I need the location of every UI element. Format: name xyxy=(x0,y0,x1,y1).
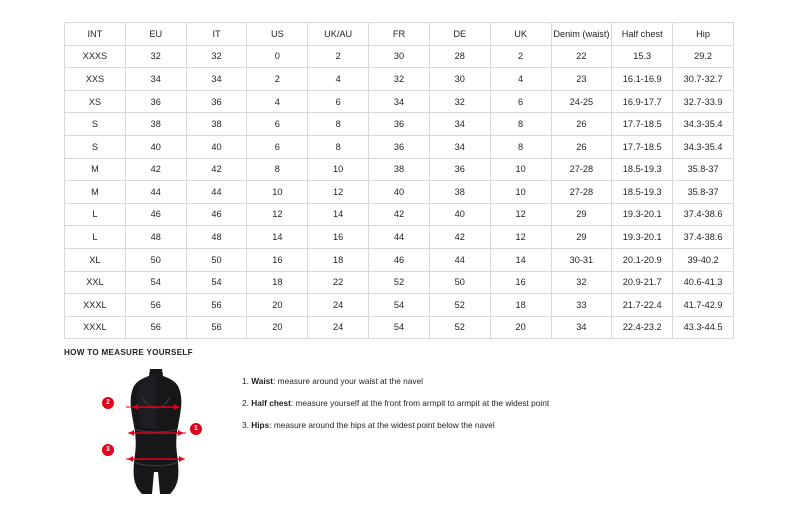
cell-uk: 10 xyxy=(490,158,551,181)
table-row xyxy=(65,158,734,181)
cell-uk-au: 24 xyxy=(308,294,369,317)
cell-int: XXXL xyxy=(65,316,126,339)
cell-half-chest: 16.1-16.9 xyxy=(612,68,673,91)
cell-uk: 12 xyxy=(490,203,551,226)
column-header-denim-waist: Denim (waist) xyxy=(551,23,612,46)
cell-uk: 18 xyxy=(490,294,551,317)
cell-us: 0 xyxy=(247,45,308,68)
cell-denim-waist: 27-28 xyxy=(551,181,612,204)
cell-uk: 8 xyxy=(490,135,551,158)
cell-uk-au: 18 xyxy=(308,248,369,271)
cell-denim-waist: 34 xyxy=(551,316,612,339)
cell-denim-waist: 32 xyxy=(551,271,612,294)
table-header xyxy=(65,23,734,46)
cell-int: XS xyxy=(65,90,126,113)
cell-us: 4 xyxy=(247,90,308,113)
cell-eu: 38 xyxy=(125,113,186,136)
cell-de: 34 xyxy=(429,135,490,158)
cell-uk-au: 12 xyxy=(308,181,369,204)
cell-fr: 34 xyxy=(369,90,430,113)
cell-de: 52 xyxy=(429,294,490,317)
cell-half-chest: 21.7-22.4 xyxy=(612,294,673,317)
cell-int: XXL xyxy=(65,271,126,294)
cell-de: 44 xyxy=(429,248,490,271)
note-hips-term: Hips xyxy=(251,419,270,430)
mannequin-torso-icon xyxy=(126,367,186,507)
note-hips-text: : measure around the hips at the widest point below the navel xyxy=(269,419,495,430)
note-half-chest-term: Half chest xyxy=(251,397,291,408)
column-header-eu: EU xyxy=(125,23,186,46)
cell-uk: 6 xyxy=(490,90,551,113)
cell-eu: 34 xyxy=(125,68,186,91)
cell-uk: 20 xyxy=(490,316,551,339)
cell-fr: 42 xyxy=(369,203,430,226)
cell-denim-waist: 29 xyxy=(551,226,612,249)
note-hips-number: 3. xyxy=(242,419,249,430)
cell-us: 20 xyxy=(247,294,308,317)
cell-fr: 54 xyxy=(369,294,430,317)
cell-us: 10 xyxy=(247,181,308,204)
cell-hip: 43.3-44.5 xyxy=(673,316,734,339)
cell-int: L xyxy=(65,203,126,226)
table-row xyxy=(65,113,734,136)
cell-uk: 12 xyxy=(490,226,551,249)
note-waist-term: Waist xyxy=(251,376,274,386)
column-header-fr: FR xyxy=(369,23,430,46)
cell-de: 34 xyxy=(429,113,490,136)
cell-denim-waist: 33 xyxy=(551,294,612,317)
cell-hip: 30.7-32.7 xyxy=(673,68,734,91)
cell-it: 44 xyxy=(186,181,247,204)
cell-it: 56 xyxy=(186,316,247,339)
how-to-measure-title: HOW TO MEASURE YOURSELF xyxy=(64,348,193,357)
cell-hip: 32.7-33.9 xyxy=(673,90,734,113)
cell-uk: 4 xyxy=(490,68,551,91)
cell-us: 6 xyxy=(247,113,308,136)
cell-half-chest: 18.5-19.3 xyxy=(612,158,673,181)
column-header-us: US xyxy=(247,23,308,46)
note-half-chest xyxy=(242,399,764,409)
cell-denim-waist: 24-25 xyxy=(551,90,612,113)
column-header-de: DE xyxy=(429,23,490,46)
cell-hip: 35.8-37 xyxy=(673,158,734,181)
cell-us: 12 xyxy=(247,203,308,226)
cell-hip: 39-40.2 xyxy=(673,248,734,271)
cell-int: XXXL xyxy=(65,294,126,317)
column-header-it: IT xyxy=(186,23,247,46)
table-row xyxy=(65,181,734,204)
cell-eu: 40 xyxy=(125,135,186,158)
cell-half-chest: 20.1-20.9 xyxy=(612,248,673,271)
note-half-chest-text: : measure yourself at the front from armpit to armpit at the widest point xyxy=(290,397,550,408)
badge-3-hips: 3 xyxy=(102,444,114,456)
cell-uk-au: 8 xyxy=(308,135,369,158)
cell-denim-waist: 26 xyxy=(551,113,612,136)
cell-hip: 37.4-38.6 xyxy=(673,203,734,226)
badge-2-half-chest: 2 xyxy=(102,397,114,409)
table-row xyxy=(65,316,734,339)
cell-uk: 16 xyxy=(490,271,551,294)
cell-uk-au: 6 xyxy=(308,90,369,113)
cell-eu: 56 xyxy=(125,294,186,317)
table-row xyxy=(65,248,734,271)
cell-denim-waist: 26 xyxy=(551,135,612,158)
cell-de: 36 xyxy=(429,158,490,181)
cell-fr: 54 xyxy=(369,316,430,339)
cell-fr: 44 xyxy=(369,226,430,249)
cell-fr: 38 xyxy=(369,158,430,181)
column-header-uk-au: UK/AU xyxy=(308,23,369,46)
cell-eu: 42 xyxy=(125,158,186,181)
cell-it: 38 xyxy=(186,113,247,136)
cell-de: 52 xyxy=(429,316,490,339)
cell-us: 16 xyxy=(247,248,308,271)
table-row xyxy=(65,45,734,68)
cell-hip: 34.3-35.4 xyxy=(673,113,734,136)
table-row xyxy=(65,203,734,226)
cell-us: 2 xyxy=(247,68,308,91)
how-to-measure-section xyxy=(64,348,764,508)
table-header-row xyxy=(65,23,734,46)
note-waist-number: 1. xyxy=(242,376,249,386)
cell-us: 8 xyxy=(247,158,308,181)
cell-uk: 14 xyxy=(490,248,551,271)
cell-int: XXXS xyxy=(65,45,126,68)
cell-int: S xyxy=(65,113,126,136)
measurement-notes xyxy=(242,377,764,443)
cell-it: 54 xyxy=(186,271,247,294)
cell-us: 6 xyxy=(247,135,308,158)
badge-1-waist: 1 xyxy=(190,423,202,435)
table-row xyxy=(65,226,734,249)
cell-eu: 36 xyxy=(125,90,186,113)
cell-it: 32 xyxy=(186,45,247,68)
cell-half-chest: 19.3-20.1 xyxy=(612,226,673,249)
cell-half-chest: 17.7-18.5 xyxy=(612,135,673,158)
cell-hip: 40.6-41.3 xyxy=(673,271,734,294)
cell-int: XXS xyxy=(65,68,126,91)
cell-fr: 36 xyxy=(369,113,430,136)
cell-eu: 48 xyxy=(125,226,186,249)
cell-de: 28 xyxy=(429,45,490,68)
cell-de: 50 xyxy=(429,271,490,294)
cell-int: M xyxy=(65,181,126,204)
cell-half-chest: 22.4-23.2 xyxy=(612,316,673,339)
cell-half-chest: 20.9-21.7 xyxy=(612,271,673,294)
cell-fr: 32 xyxy=(369,68,430,91)
table-body xyxy=(65,45,734,339)
cell-uk-au: 4 xyxy=(308,68,369,91)
table-row xyxy=(65,135,734,158)
column-header-half-chest: Half chest xyxy=(612,23,673,46)
cell-fr: 46 xyxy=(369,248,430,271)
cell-us: 18 xyxy=(247,271,308,294)
cell-half-chest: 15.3 xyxy=(612,45,673,68)
table-row xyxy=(65,90,734,113)
cell-de: 40 xyxy=(429,203,490,226)
cell-uk-au: 8 xyxy=(308,113,369,136)
size-conversion-table xyxy=(64,22,734,339)
cell-uk-au: 22 xyxy=(308,271,369,294)
cell-it: 42 xyxy=(186,158,247,181)
cell-fr: 40 xyxy=(369,181,430,204)
cell-uk: 2 xyxy=(490,45,551,68)
cell-half-chest: 16.9-17.7 xyxy=(612,90,673,113)
cell-denim-waist: 23 xyxy=(551,68,612,91)
cell-it: 40 xyxy=(186,135,247,158)
cell-de: 32 xyxy=(429,90,490,113)
cell-int: S xyxy=(65,135,126,158)
cell-half-chest: 18.5-19.3 xyxy=(612,181,673,204)
cell-eu: 54 xyxy=(125,271,186,294)
cell-int: M xyxy=(65,158,126,181)
cell-fr: 36 xyxy=(369,135,430,158)
how-to-measure-body xyxy=(64,363,764,508)
cell-uk-au: 14 xyxy=(308,203,369,226)
cell-int: XL xyxy=(65,248,126,271)
cell-it: 50 xyxy=(186,248,247,271)
note-waist-text: : measure around your waist at the navel xyxy=(273,376,423,386)
cell-half-chest: 17.7-18.5 xyxy=(612,113,673,136)
cell-eu: 46 xyxy=(125,203,186,226)
column-header-int: INT xyxy=(65,23,126,46)
measurement-figure xyxy=(100,363,220,508)
cell-de: 42 xyxy=(429,226,490,249)
cell-it: 56 xyxy=(186,294,247,317)
cell-denim-waist: 22 xyxy=(551,45,612,68)
cell-it: 34 xyxy=(186,68,247,91)
cell-uk-au: 10 xyxy=(308,158,369,181)
column-header-uk: UK xyxy=(490,23,551,46)
cell-hip: 34.3-35.4 xyxy=(673,135,734,158)
cell-eu: 44 xyxy=(125,181,186,204)
cell-eu: 56 xyxy=(125,316,186,339)
note-hips xyxy=(242,421,764,431)
cell-fr: 52 xyxy=(369,271,430,294)
cell-it: 48 xyxy=(186,226,247,249)
table-row xyxy=(65,68,734,91)
cell-it: 36 xyxy=(186,90,247,113)
cell-uk: 8 xyxy=(490,113,551,136)
cell-fr: 30 xyxy=(369,45,430,68)
note-half-chest-number: 2. xyxy=(242,397,249,408)
size-table-container xyxy=(64,22,734,339)
cell-de: 38 xyxy=(429,181,490,204)
cell-it: 46 xyxy=(186,203,247,226)
cell-uk-au: 24 xyxy=(308,316,369,339)
table-row xyxy=(65,294,734,317)
cell-us: 20 xyxy=(247,316,308,339)
cell-half-chest: 19.3-20.1 xyxy=(612,203,673,226)
note-waist xyxy=(242,377,764,387)
cell-de: 30 xyxy=(429,68,490,91)
cell-uk-au: 2 xyxy=(308,45,369,68)
cell-eu: 50 xyxy=(125,248,186,271)
cell-hip: 41.7-42.9 xyxy=(673,294,734,317)
cell-eu: 32 xyxy=(125,45,186,68)
cell-denim-waist: 29 xyxy=(551,203,612,226)
cell-int: L xyxy=(65,226,126,249)
cell-denim-waist: 30-31 xyxy=(551,248,612,271)
column-header-hip: Hip xyxy=(673,23,734,46)
cell-hip: 35.8-37 xyxy=(673,181,734,204)
table-row xyxy=(65,271,734,294)
cell-hip: 37.4-38.6 xyxy=(673,226,734,249)
cell-us: 14 xyxy=(247,226,308,249)
cell-uk-au: 16 xyxy=(308,226,369,249)
cell-denim-waist: 27-28 xyxy=(551,158,612,181)
cell-uk: 10 xyxy=(490,181,551,204)
cell-hip: 29.2 xyxy=(673,45,734,68)
